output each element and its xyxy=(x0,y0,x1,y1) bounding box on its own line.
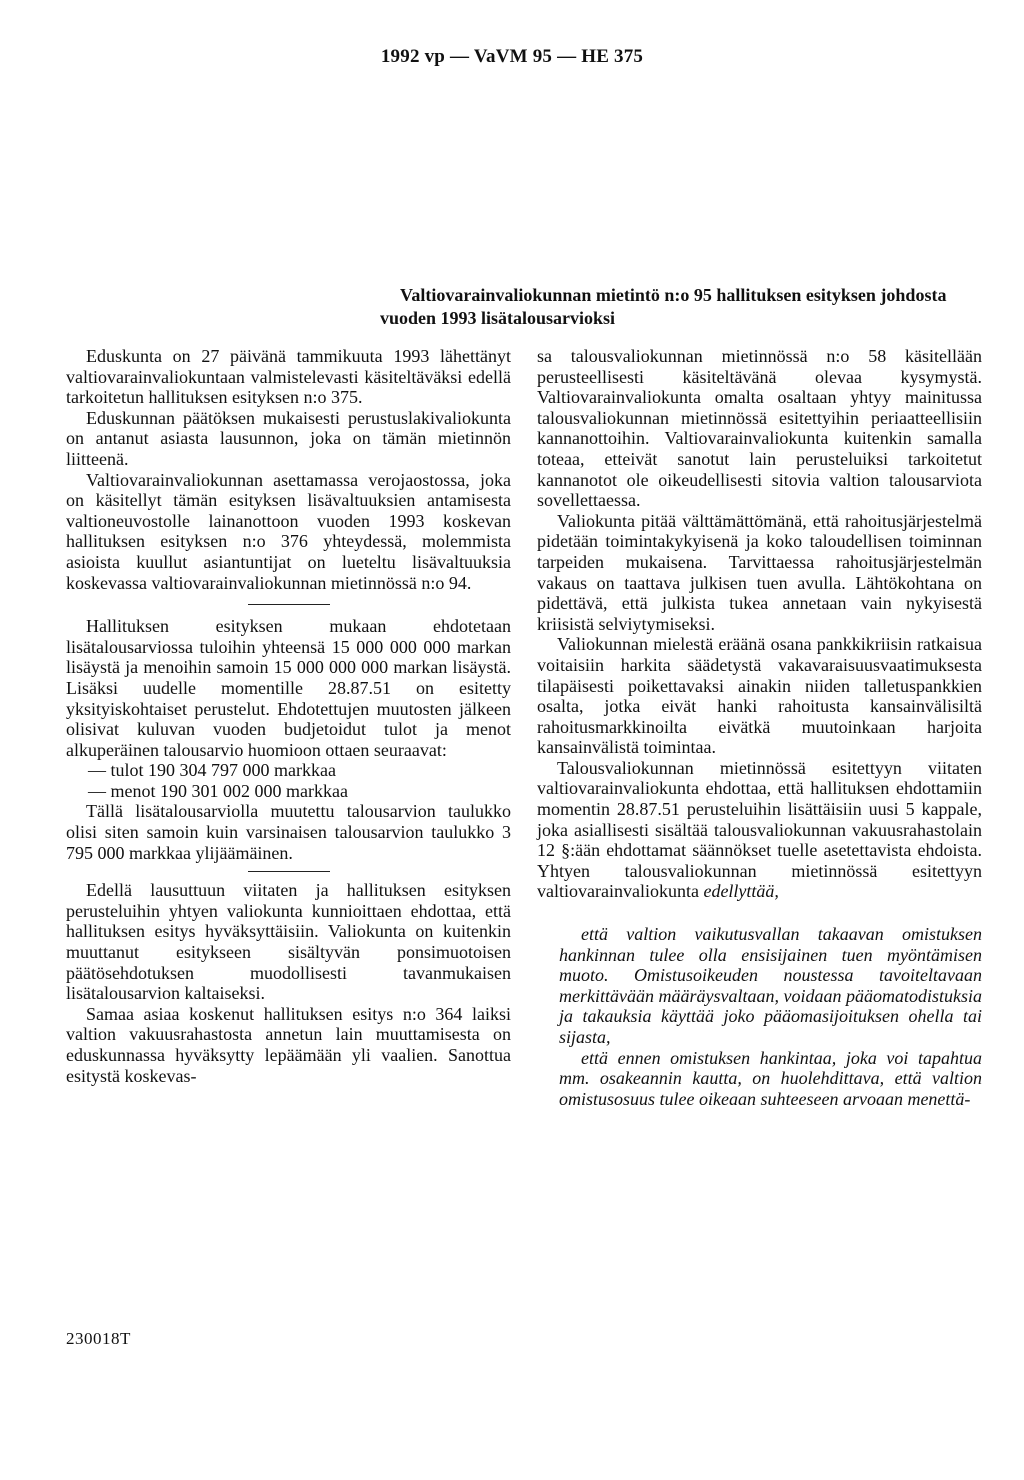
section-divider xyxy=(248,604,330,605)
resolution-block xyxy=(537,924,982,1109)
paragraph-text: Talousvaliokunnan mietinnössä esitettyyn viitaten valtiovarainvaliokunta ehdottaa, että hallituksen ehdottamiin momentin 28.87.51 perusteluihin lisättäisiin uusi 5 kappale, joka asiallisesti sisältää talousvaliokunnan vakuusrahastolain 12 §:ään ehdottamat säännökset tuelle asetettavista ehdoista. Yhtyen talousvaliokunnan mietinnössä esitettyyn valtiovarainvaliokunta xyxy=(537,757,982,902)
paragraph: Valiokunnan mielestä eräänä osana pankkikriisin ratkaisua voitaisiin harkita säädetystä vakavaraisuusvaatimuksesta tilapäisesti poikettavaksi ainakin niiden talletuspankkien osalta, jotka eivät hanki rahoitusta kansainvälisiltä rahoitusmarkkinoilta eivätkä muutoinkaan harjoita kansainvälistä toimintaa. xyxy=(537,634,982,758)
resolution-clause: että valtion vaikutusvallan takaavan omistuksen hankinnan tulee olla ensisijainen tuen myöntämisen muoto. Omistusoikeuden noustessa tavoiteltavaan merkittävään määräysvaltaan, voidaan pääomatodistuksia ja takauksia käyttää joko pääomasijoituksen ohella tai sijasta, xyxy=(559,924,982,1047)
report-title: Valtiovarainvaliokunnan mietintö n:o 95 hallituksen esityksen johdosta vuoden 1993 lisätalousarvioksi xyxy=(380,285,947,328)
paragraph xyxy=(537,758,982,902)
paragraph: Tällä lisätalousarviolla muutettu talousarvion taulukko olisi siten samoin kuin varsinaisen talousarvion taulukko 3 795 000 markkaa ylijäämäinen. xyxy=(66,801,511,863)
paragraph: sa talousvaliokunnan mietinnössä n:o 58 käsitellään perusteellisesti käsiteltävänä olevaa kysymystä. Valtiovarainvaliokunta omalta osaltaan yhtyy mainitussa talousvaliokunnan mietinnössä esitettyihin periaatteellisiin kannanottoihin. Valtiovarainvaliokunta kuitenkin samalla toteaa, etteivät sanotut lain perusteluiksi tarkoitetut kannanotot ole oikeudellisesti sitovia valtion talousarviota sovellettaessa. xyxy=(537,346,982,511)
budget-item-revenue: — tulot 190 304 797 000 markkaa xyxy=(88,760,336,781)
page-header: 1992 vp — VaVM 95 — HE 375 xyxy=(380,46,644,67)
section-divider xyxy=(248,871,330,872)
paragraph: Valiokunta pitää välttämättömänä, että rahoitusjärjestelmä pidetään toimintakykyisenä ja koko taloudellisen toiminnan tarpeiden mukaisena. Tarvittaessa rahoitusjärjestelmän vakaus on taattava julkisen tuen avulla. Lähtökohtana on pidettävä, että julkista tukea annetaan vain nykyisestä kriisistä selviytymiseksi. xyxy=(537,510,982,634)
paragraph: Edellä lausuttuun viitaten ja hallituksen esityksen perusteluihin yhtyen valiokunta kunnioittaen ehdottaa, että hallituksen esitys hyväksyttäisiin. Valiokunta on kuitenkin muuttanut esitykseen sisältyvän ponsimuotoisen päätösehdotuksen muodollisesti tavanmukaisen lisätalousarvion kaltaiseksi. xyxy=(66,880,511,1004)
budget-item-expenditure: — menot 190 301 002 000 markkaa xyxy=(88,780,348,801)
paragraph: Eduskunnan päätöksen mukaisesti perustuslakivaliokunta on antanut asiasta lausunnon, joka on tämän mietinnön liitteenä. xyxy=(66,407,511,469)
right-column xyxy=(537,346,982,1109)
paragraph: Samaa asiaa koskenut hallituksen esitys n:o 364 laiksi valtion vakuusrahastosta annetun lain muuttamisesta on eduskunnassa hyväksytty lepäämään yli vaalien. Sanottua esitystä koskevas- xyxy=(66,1003,511,1086)
document-code: 230018T xyxy=(66,1329,131,1348)
paragraph: Hallituksen esityksen mukaan ehdotetaan lisätalousarviossa tuloihin yhteensä 15 000 000 000 markan lisäystä ja menoihin samoin 15 000 000 000 markan lisäystä. Lisäksi uudelle momentille 28.87.51 on esitetty yksityiskohtaiset perustelut. Ehdotettujen muutosten jälkeen olisivat kuluvan vuoden budjetoidut tulot ja menot alkuperäinen talousarvio huomioon ottaen seuraavat: xyxy=(66,616,511,760)
paragraph: Valtiovarainvaliokunnan asettamassa verojaostossa, joka on käsitellyt tämän esityksen lisävaltuuksien antamisesta valtioneuvostolle lainanottoon vuoden 1993 koskevan hallituksen esityksen n:o 376 yhteydessä, molemmista asioista kuullut asiantuntijat on lueteltu lisävaltuuksia koskevassa valtiovarainvaliokunnan mietinnössä n:o 94. xyxy=(66,469,511,593)
emphasized-term: edellyttää, xyxy=(703,881,779,902)
resolution-clause: että ennen omistuksen hankintaa, joka voi tapahtua mm. osakeannin kautta, on huolehdittava, että valtion omistusosuus tulee oikeaan suhteeseen arvoaan menettä- xyxy=(559,1047,982,1109)
paragraph: Eduskunta on 27 päivänä tammikuuta 1993 lähettänyt valtiovarainvaliokuntaan valmistelevasti käsiteltäväksi edellä tarkoitetun hallituksen esityksen n:o 375. xyxy=(66,346,511,408)
left-column xyxy=(66,346,511,1086)
